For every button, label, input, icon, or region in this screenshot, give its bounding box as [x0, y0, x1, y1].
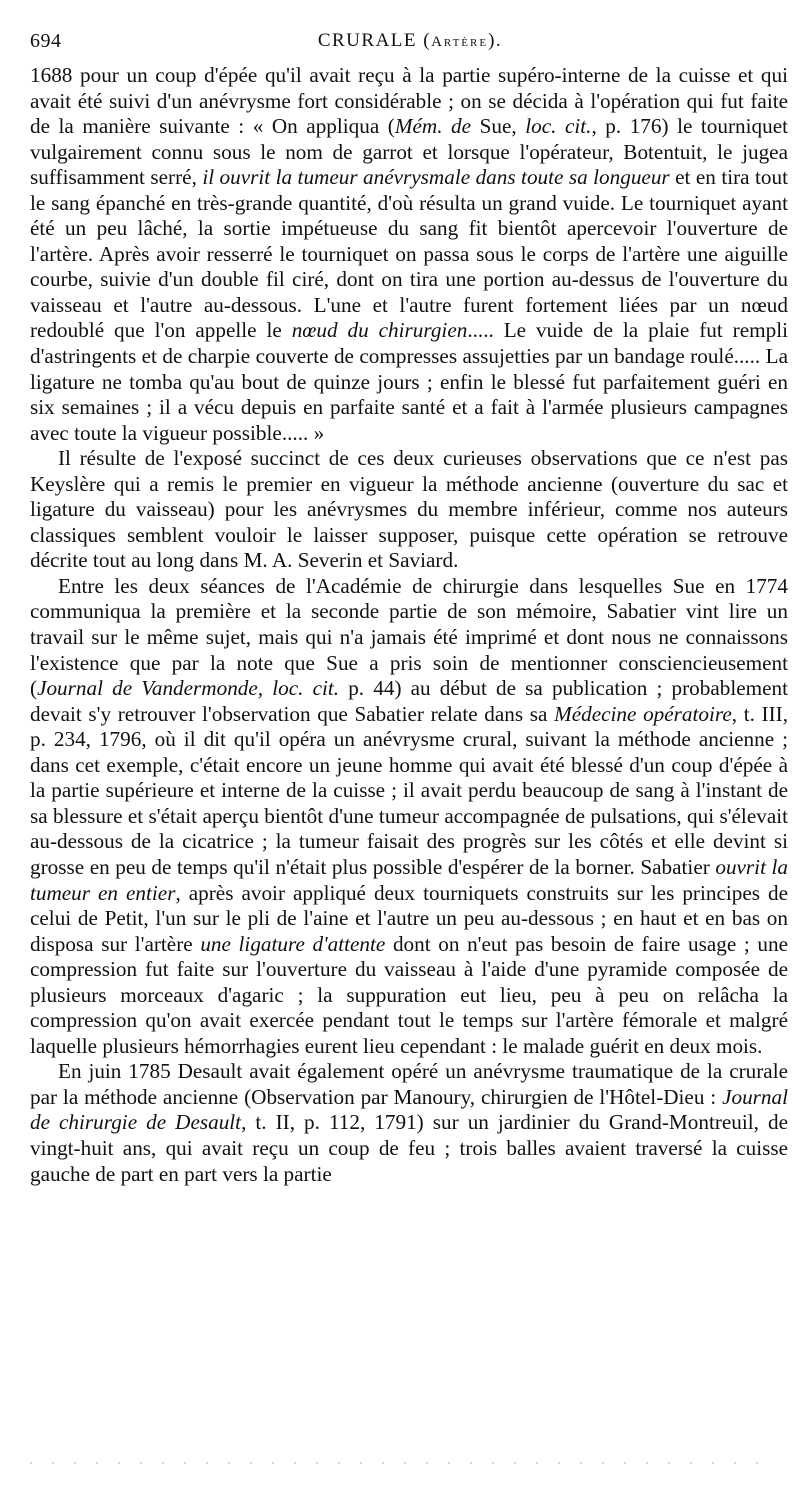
italic-run: loc. cit. [525, 114, 592, 139]
italic-run: ouvrit la tumeur en entier [30, 854, 788, 905]
italic-run: Journal de chirurgie de Desault [30, 1084, 788, 1135]
text-run: p. 44) au début de sa publication ; probablement devait s'y retrouver l'observation que Sabatier relate dans sa [30, 676, 788, 726]
paragraph-continued [30, 63, 788, 446]
text-run: Entre les deux séances de l'Académie de chirurgie dans lesquelles Sue en 1774 communiqua la première et la seconde partie de son mémoire, Sabatier vint lire un travail sur le même sujet, mais qui n'a jamais été imprimé et dont nous ne connaissons l'existence que par la note que Sue a pris soin de mentionner consciencieusement ( [30, 573, 788, 701]
italic-run: Médecine opératoire [554, 701, 732, 726]
italic-run: une ligature d'attente [200, 931, 386, 956]
italic-run: nœud du chirurgien [291, 318, 468, 343]
paragraph-sabatier [30, 574, 788, 1059]
text-run: , t. III, p. 234, 1796, où il dit qu'il opéra un anévrysme crural, suivant la méthode ancienne ; dans cet exemple, c'était encore un jeune homme qui avait été blessé d'un coup d'épée à la partie supérieure et interne de la cuisse ; il avait perdu beaucoup de sang à l'instant de sa blessure et s'était aperçu bientôt d'une tumeur accompagnée de pulsations, qui s'élevait au-dessous de la cicatrice ; la tumeur faisait des progrès sur les côtés et elle devint si grosse en peu de temps qu'il n'était plus possible d'espérer de la borner. Sabatier [30, 701, 788, 879]
running-head-main: CRURALE ( [317, 30, 432, 51]
italic-run: il ouvrit la tumeur anévrysmale dans toute sa longueur [202, 165, 670, 190]
text-run: dont on n'eut pas besoin de faire usage ; une compression fut faite sur l'ouverture du vaisseau à l'aide d'une pyramide composée de plusieurs morceaux d'agaric ; la suppuration eut lieu, peu à peu on relâcha la compression qu'on avait exercée pendant tout le temps sur l'artère fémorale et malgré laquelle plusieurs hémorrhagies eurent lieu cependant : le malade guérit en deux mois. [30, 931, 788, 1058]
text-run: et en tira tout le sang épanché en très-grande quantité, d'où résulta un grand vuide. Le tourniquet ayant été un peu lâché, la sortie impétueuse du sang fit bientôt apercevoir l'ouverture de l'artère. Après avoir resserré le tourniquet on passa sous le corps de l'artère une aiguille courbe, suivie d'un double fil ciré, dont on tira une portion au-dessus de l'ouverture du vaisseau et l'autre au-dessous. L'une et l'autre furent fortement liées par un nœud redoublé que l'on appelle le [30, 165, 788, 343]
body-text [30, 63, 788, 1187]
page-number: 694 [30, 30, 62, 52]
italic-run: Mém. de [394, 114, 472, 139]
italic-run: Journal de Vandermonde, loc. cit. [37, 676, 340, 701]
text-run: Sue, [471, 114, 526, 139]
text-run: , p. 176) le tourniquet vulgairement connu sous le nom de garrot et lorsque l'opérateur, Botentuit, le jugea suffisamment serré, [30, 114, 789, 190]
running-head [30, 30, 790, 52]
text-run: 1688 pour un coup d'épée qu'il avait reçu à la partie supéro-interne de la cuisse et qui avait été suivi d'un anévrysme fort considérable ; on se décida à l'opération qui fut faite de la manière suivante : « On appliqua ( [30, 63, 788, 139]
text-run: ..... Le vuide de la plaie fut rempli d'astringents et de charpie couverte de compresses assujetties par un bandage roulé..... La ligature ne tomba qu'au bout de quinze jours ; enfin le blessé fut parfaitement guéri en six semaines ; il a vécu depuis en parfaite santé et a fait à l'armée plusieurs campagnes avec toute la vigueur possible..... » [30, 318, 788, 445]
scan-specks [30, 1462, 770, 1464]
text-run: En juin 1785 Desault avait également opéré un anévrysme traumatique de la crurale par la méthode ancienne (Observation par Manoury, chirurgien de l'Hôtel-Dieu : [30, 1059, 788, 1109]
text-run: , après avoir appliqué deux tourniquets construits sur les principes de celui de Petit, l'un sur le pli de l'aine et l'autre un peu au-dessous ; en haut et en bas on disposa sur l'artère [30, 880, 788, 956]
paragraph-desault [30, 1059, 788, 1187]
running-head-smallcaps: Artère [431, 34, 489, 50]
text-run: , t. II, p. 112, 1791) sur un jardinier du Grand-Montreuil, de vingt-huit ans, qui avait reçu un coup de feu ; trois balles avaient traversé la cuisse gauche de part en part vers la partie [30, 1110, 788, 1186]
running-head-close: ). [488, 30, 503, 51]
paragraph-conclusion: Il résulte de l'exposé succinct de ces deux curieuses observations que ce n'est pas Keyslère qui a remis le premier en vigueur la méthode ancienne (ouverture du sac et ligature du vaisseau) pour les anévrysmes du membre inférieur, comme nos auteurs classiques semblent vouloir le laisser supposer, puisque cette opération se retrouve décrite tout au long dans M. A. Severin et Saviard. [30, 446, 788, 573]
page-header [30, 30, 790, 60]
